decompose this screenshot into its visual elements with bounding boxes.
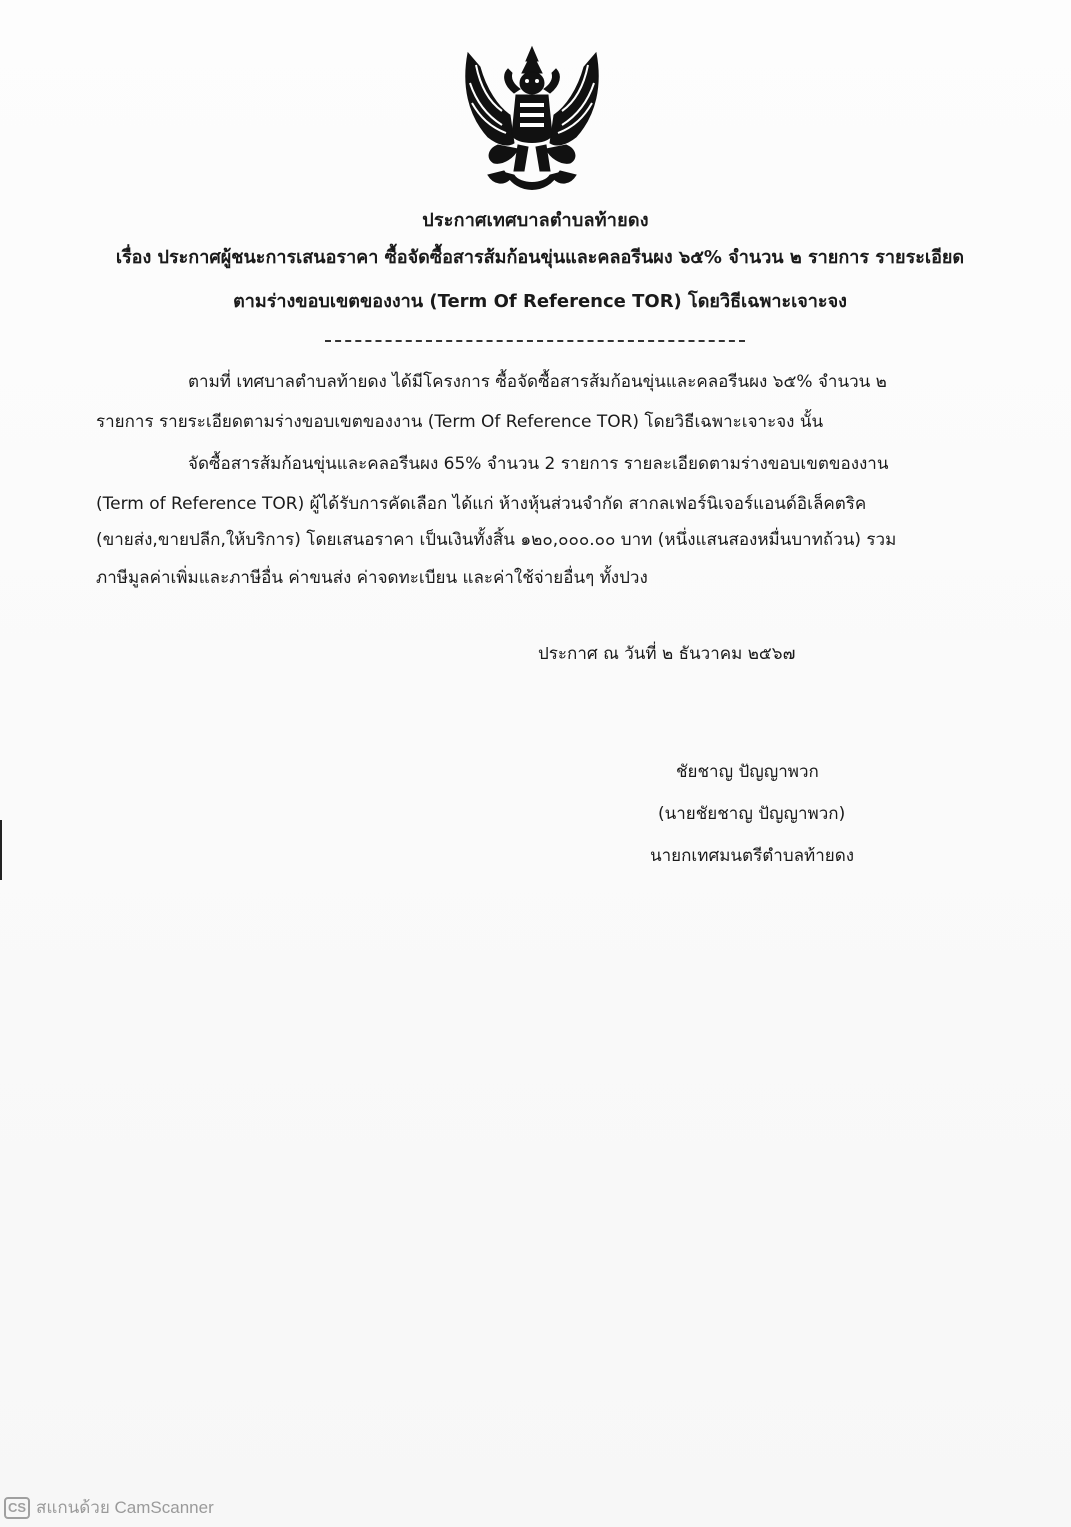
signature-full-name: (นายชัยชาญ ปัญญาพวก) [658, 804, 846, 824]
garuda-emblem-icon [458, 45, 606, 197]
body-line-6: ภาษีมูลค่าเพิ่มและภาษีอื่น ค่าขนส่ง ค่าจดทะเบียน และค่าใช้จ่ายอื่นๆ ทั้งปวง [96, 568, 648, 588]
announcement-date: ประกาศ ณ วันที่ ๒ ธันวาคม ๒๕๖๗ [538, 644, 796, 664]
body-line-3: จัดซื้อสารส้มก้อนขุ่นและคลอรีนผง 65% จำนวน 2 รายการ รายละเอียดตามร่างขอบเขตของงาน [188, 454, 889, 474]
subject-line-2: ตามร่างขอบเขตของงาน (Term Of Reference TOR) โดยวิธีเฉพาะเจาะจง [233, 291, 847, 312]
announcement-title: ประกาศเทศบาลตำบลท้ายดง [422, 210, 649, 231]
camscanner-watermark [4, 1494, 214, 1521]
body-line-4: (Term of Reference TOR) ผู้ได้รับการคัดเลือก ได้แก่ ห้างหุ้นส่วนจำกัด สากลเฟอร์นิเจอร์แอนด์อิเล็คตริค [96, 494, 867, 514]
subject-line-1: เรื่อง ประกาศผู้ชนะการเสนอราคา ซื้อจัดซื้อสารส้มก้อนขุ่นและคลอรีนผง ๖๕% จำนวน ๒ รายการ รายระเอียด [115, 247, 965, 268]
watermark-text: สแกนด้วย CamScanner [36, 1498, 214, 1517]
camscanner-logo-icon: CS [4, 1497, 30, 1519]
divider-rule [325, 340, 745, 342]
body-line-2: รายการ รายระเอียดตามร่างขอบเขตของงาน (Term Of Reference TOR) โดยวิธีเฉพาะเจาะจง นั้น [96, 412, 824, 432]
announcement-subject [60, 236, 1020, 324]
scan-edge-mark [0, 820, 2, 880]
signature-name: ชัยชาญ ปัญญาพวก [676, 762, 819, 782]
body-line-1: ตามที่ เทศบาลตำบลท้ายดง ได้มีโครงการ ซื้อจัดซื้อสารส้มก้อนขุ่นและคลอรีนผง ๖๕% จำนวน ๒ [188, 372, 887, 392]
body-line-5: (ขายส่ง,ขายปลีก,ให้บริการ) โดยเสนอราคา เป็นเงินทั้งสิ้น ๑๒๐,๐๐๐.๐๐ บาท (หนึ่งแสนสองหมื่นบาทถ้วน) รวม [96, 530, 897, 550]
signature-position: นายกเทศมนตรีตำบลท้ายดง [650, 846, 855, 866]
